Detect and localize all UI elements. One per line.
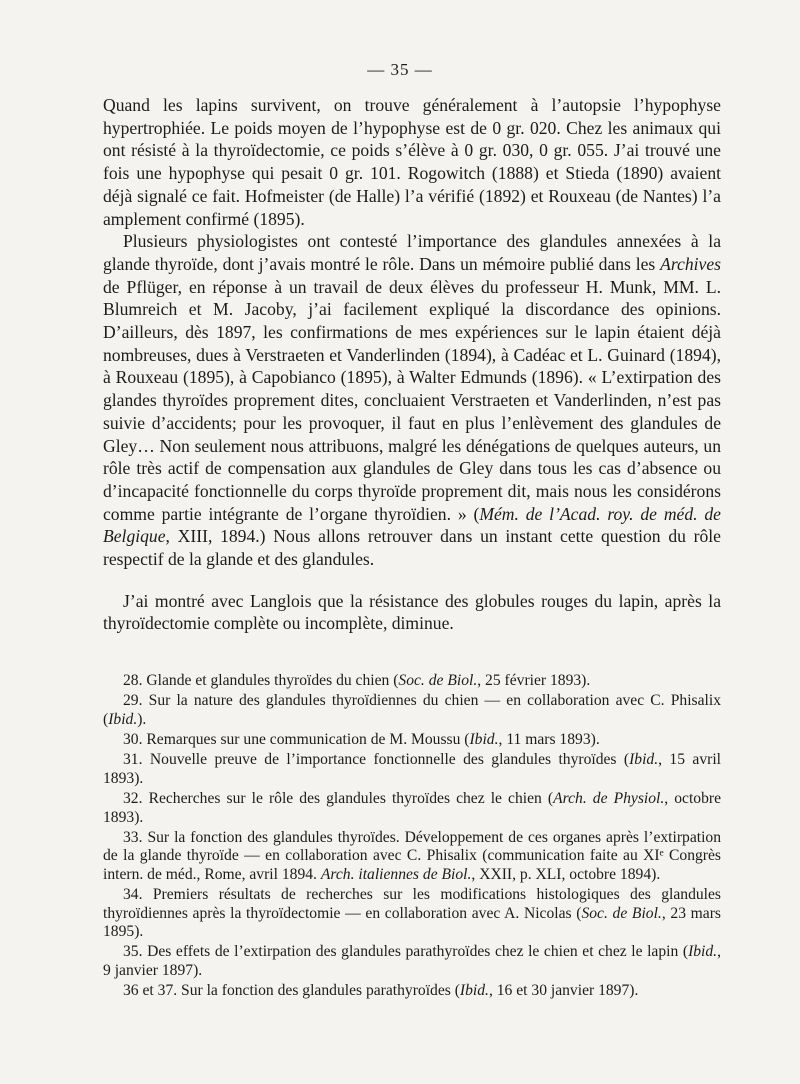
note-item: 31. Nouvelle preuve de l’importance fonctionnelle des glandules thyroïdes (Ibid., 15 avril 1893).: [103, 751, 721, 787]
paragraph-langlois: J’ai montré avec Langlois que la résistance des globules rouges du lapin, après la thyroïdectomie complète ou incomplète, diminue.: [103, 590, 721, 634]
main-text: [103, 94, 721, 635]
p2-part2: de Pflüger, en réponse à un travail de deux élèves du professeur H. Munk, MM. L. Blumreich et M. Jacoby, j’ai facilement expliqué la discordance des opinions. D’ailleurs, dès 1897, les confirmations de mes expériences sur le lapin étaient déjà nombreuses, dues à Verstraeten et Vanderlinden (1894), à Cadéac et L. Guinard (1894), à Rouxeau (1895), à Capobianco (1895), à Walter Edmunds (1896). « L’extirpation des glandes thyroïdes proprement dites, concluaient Verstraeten et Vanderlinden, n’est pas suivie d’accidents; pour les provoquer, il faut en plus l’enlèvement des glandules de Gley… Non seulement nous attribuons, malgré les dénégations de quelques auteurs, un rôle très actif de compensation aux glandules de Gley dans tous les cas d’absence ou d’incapacité fonctionnelle du corps thyroïde proprement dit, mais nous les considérons comme partie intégrante de l’organe thyroïdien. » (: [103, 276, 721, 524]
note-item: 34. Premiers résultats de recherches sur les modifications histologiques des glandules thyroïdiennes après la thyroïdectomie — en collaboration avec A. Nicolas (Soc. de Biol., 23 mars 1895).: [103, 886, 721, 941]
paragraph-glandules: [103, 230, 721, 571]
bibliography-notes: [103, 672, 721, 1002]
page-number: — 35 —: [367, 60, 433, 79]
note-item: 33. Sur la fonction des glandules thyroïdes. Développement de ces organes après l’extirpation de la glande thyroïde — en collaboration avec C. Phisalix (communication faite au XIᵉ Congrès intern. de méd., Rome, avril 1894. Arch. italiennes de Biol., XXII, p. XLI, octobre 1894).: [103, 828, 721, 883]
p2-italic-archives: Archives: [660, 253, 721, 274]
note-item: 36 et 37. Sur la fonction des glandules parathyroïdes (Ibid., 16 et 30 janvier 1897).: [123, 982, 639, 1000]
note-item: 35. Des effets de l’extirpation des glandules parathyroïdes chez le chien et chez le lapin (Ibid., 9 janvier 1897).: [103, 943, 721, 980]
p2-part3: , XIII, 1894.) Nous allons retrouver dans un instant cette question du rôle respectif de la glande et des glandules.: [103, 526, 721, 570]
note-item: 30. Remarques sur une communication de M. Moussu (Ibid., 11 mars 1893).: [123, 730, 600, 748]
p2-italic-citation: Mém. de l’Acad. roy. de méd. de Belgique: [103, 503, 721, 547]
note-item: 29. Sur la nature des glandules thyroïdiennes du chien — en collaboration avec C. Phisalix (Ibid.).: [103, 692, 721, 728]
paragraph-hypophyse: Quand les lapins survivent, on trouve généralement à l’autopsie l’hypophyse hypertrophiée. Le poids moyen de l’hypophyse est de 0 gr. 020. Chez les animaux qui ont résisté à la thyroïdectomie, ce poids s’élève à 0 gr. 030, 0 gr. 055. J’ai trouvé une fois une hypophyse qui pesait 0 gr. 101. Rogowitch (1888) et Stieda (1890) avaient déjà signalé ce fait. Hofmeister (de Halle) l’a vérifié (1892) et Rouxeau (de Nantes) l’a amplement confirmé (1895).: [103, 95, 721, 229]
note-item: 32. Recherches sur le rôle des glandules thyroïdes chez le chien (Arch. de Physiol., octobre 1893).: [103, 789, 721, 826]
note-item: 28. Glande et glandules thyroïdes du chien (Soc. de Biol., 25 février 1893).: [123, 672, 591, 689]
p2-part1: Plusieurs physiologistes ont contesté l’importance des glandules annexées à la glande thyroïde, dont j’avais montré le rôle. Dans un mémoire publié dans les: [103, 231, 721, 274]
